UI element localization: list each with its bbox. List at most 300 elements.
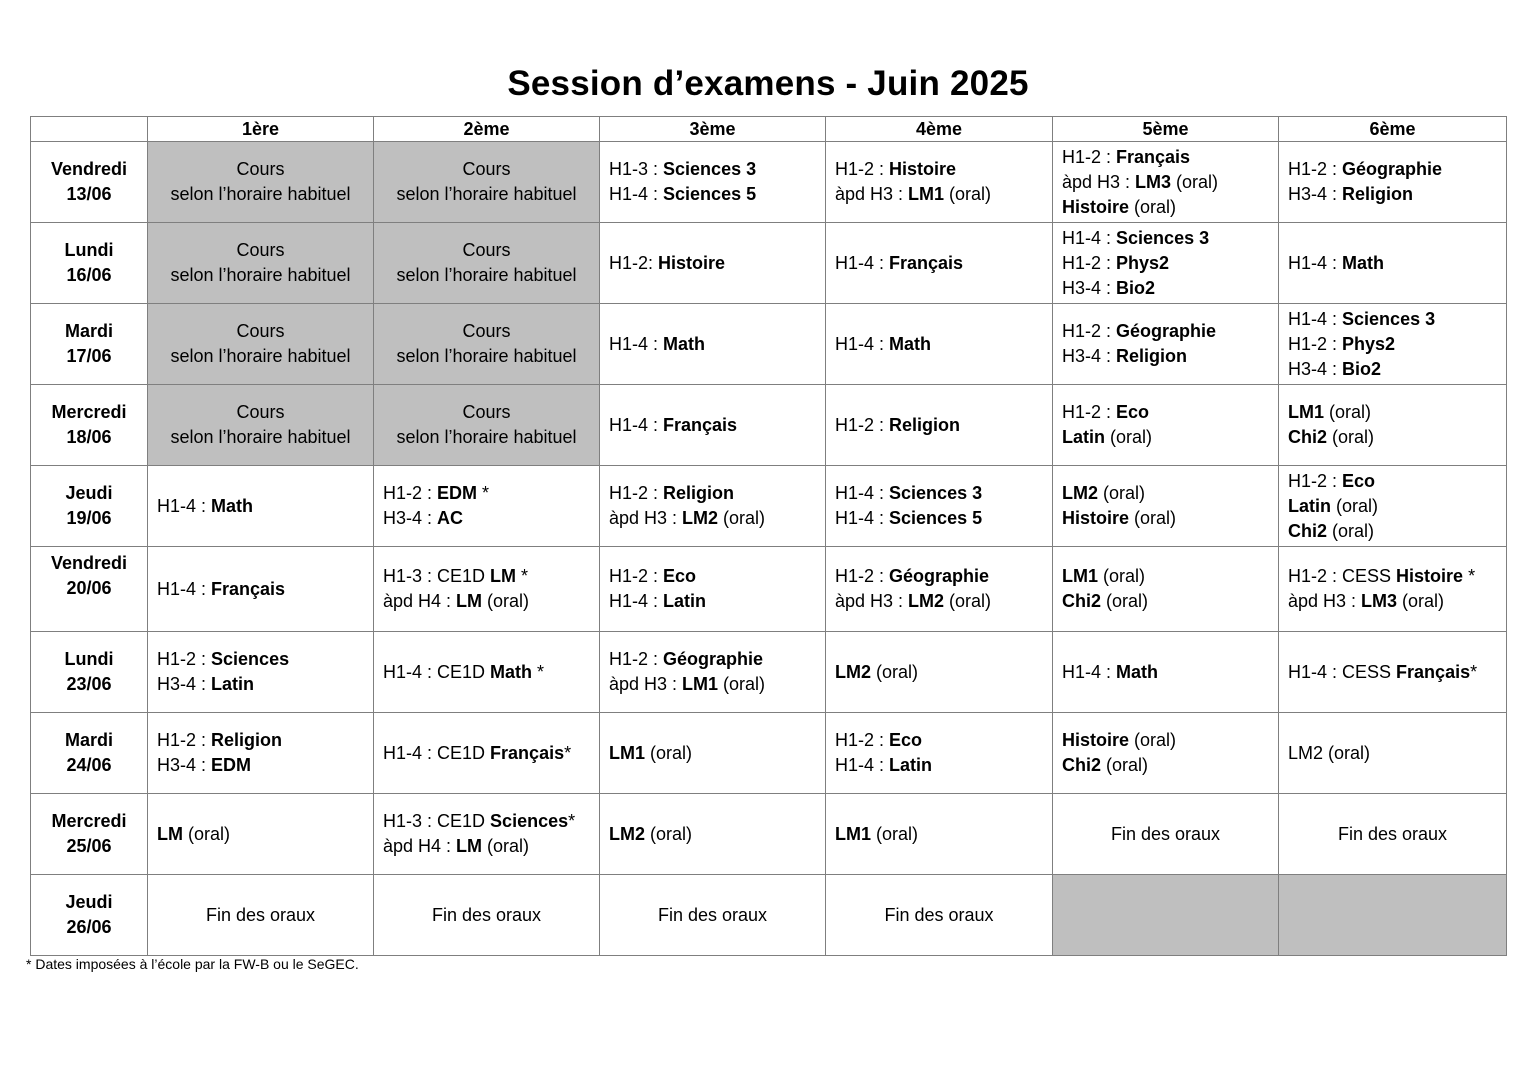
cell-line: [383, 741, 590, 766]
cell-line: [383, 238, 590, 263]
cell-line: [383, 344, 590, 369]
schedule-cell: [148, 466, 374, 547]
schedule-cell: [148, 304, 374, 385]
cell-line: [383, 564, 590, 589]
subject-text: Phys2: [1342, 333, 1396, 354]
subject-text: Histoire: [889, 159, 957, 179]
cell-line: [1288, 660, 1497, 685]
table-row: [31, 547, 1507, 632]
cell-text: H3-4 :: [1288, 184, 1343, 204]
cell-line: [609, 741, 816, 766]
subject-text: Latin: [889, 755, 933, 775]
subject-text: LM2: [609, 823, 645, 844]
cell-line: [157, 157, 364, 182]
subject-text: Géographie: [663, 649, 764, 669]
subject-text: LM3: [1135, 171, 1172, 192]
subject-text: Math: [1116, 661, 1159, 682]
cell-line: [157, 319, 364, 344]
cell-line: [835, 753, 1043, 778]
subject-text: Eco: [1342, 470, 1376, 491]
cell-text: H1-2 : CESS: [1288, 566, 1397, 586]
column-header: 6ème: [1279, 117, 1507, 142]
cell-line: [835, 564, 1043, 589]
cell-text: Cours: [236, 240, 285, 260]
schedule-cell: [826, 466, 1053, 547]
schedule-cell: [1279, 794, 1507, 875]
subject-text: Sciences 5: [663, 184, 757, 204]
cell-line: [1288, 741, 1497, 766]
cell-line: [383, 400, 590, 425]
cell-text: H1-4 :: [609, 184, 664, 204]
cell-text: H1-2 :: [1062, 252, 1117, 273]
cell-text: H3-4 :: [383, 508, 438, 528]
schedule-cell: [148, 875, 374, 956]
schedule-cell: [600, 713, 826, 794]
subject-text: LM: [456, 591, 483, 611]
subject-text: Chi2: [1288, 427, 1328, 447]
weekday-label: Jeudi: [65, 483, 113, 503]
subject-text: LM3: [1361, 591, 1398, 611]
cell-text: H1-4 :: [835, 755, 890, 775]
subject-text: Eco: [1116, 402, 1150, 422]
cell-text: selon l’horaire habituel: [170, 427, 351, 447]
table-row: [31, 632, 1507, 713]
cell-text: *: [568, 811, 576, 831]
cell-line: [1288, 425, 1497, 450]
schedule-cell: [826, 304, 1053, 385]
cell-line: [383, 481, 590, 506]
subject-text: Latin: [211, 674, 255, 694]
table-row: [31, 223, 1507, 304]
subject-text: Bio2: [1342, 358, 1382, 379]
cell-text: selon l’horaire habituel: [396, 346, 577, 366]
table-body: [31, 142, 1507, 956]
cell-text: àpd H3 :: [1288, 591, 1362, 611]
subject-text: Histoire: [1062, 508, 1130, 528]
cell-line: [835, 506, 1043, 531]
schedule-cell: [148, 794, 374, 875]
subject-text: Géographie: [1342, 159, 1443, 179]
date-label: 16/06: [66, 265, 112, 285]
schedule-cell: [1279, 304, 1507, 385]
schedule-cell: [1053, 304, 1279, 385]
cell-text: Cours: [236, 159, 285, 179]
weekday-label: Mardi: [64, 730, 113, 750]
date-label: 13/06: [66, 184, 112, 204]
cell-line: [609, 903, 816, 928]
cell-line: [609, 672, 816, 697]
column-header: 5ème: [1053, 117, 1279, 142]
schedule-cell: [1279, 223, 1507, 304]
cell-text: H1-4 :: [1062, 227, 1117, 248]
schedule-cell: [148, 223, 374, 304]
cell-line: [1288, 564, 1497, 589]
day-cell: [31, 547, 148, 632]
schedule-cell: [1053, 547, 1279, 632]
cell-line: [609, 564, 816, 589]
schedule-cell: [826, 385, 1053, 466]
cell-line: [157, 182, 364, 207]
exam-schedule-table: [30, 116, 1507, 956]
schedule-cell: [600, 304, 826, 385]
date-label: 20/06: [66, 578, 112, 598]
cell-line: [383, 263, 590, 288]
date-label: 17/06: [66, 346, 112, 366]
cell-text: àpd H3 :: [1062, 171, 1136, 192]
cell-line: [1062, 400, 1269, 425]
cell-text: (oral): [645, 742, 693, 763]
schedule-cell: [1279, 142, 1507, 223]
subject-text: LM1: [1288, 402, 1324, 422]
cell-text: selon l’horaire habituel: [396, 427, 577, 447]
cell-text: (oral): [1327, 520, 1375, 541]
date-label: 24/06: [66, 755, 112, 775]
cell-line: [835, 481, 1043, 506]
subject-text: Sciences: [490, 811, 569, 831]
cell-text: H1-2 :: [1062, 402, 1117, 422]
table-row: [31, 713, 1507, 794]
schedule-cell: [600, 794, 826, 875]
cell-line: [1062, 822, 1269, 847]
date-label: 23/06: [66, 674, 112, 694]
subject-text: Chi2: [1288, 520, 1328, 541]
cell-text: H1-4 : CESS: [1288, 661, 1397, 682]
schedule-cell: [1279, 466, 1507, 547]
cell-line: [1288, 519, 1497, 544]
schedule-cell: [148, 547, 374, 632]
day-cell: [31, 466, 148, 547]
schedule-cell: [1053, 875, 1279, 956]
cell-text: (oral): [1098, 483, 1146, 503]
subject-text: Religion: [663, 483, 735, 503]
schedule-cell: [826, 794, 1053, 875]
cell-line: [1062, 425, 1269, 450]
subject-text: AC: [437, 508, 464, 528]
subject-text: LM: [456, 836, 483, 856]
cell-text: H1-4 :: [157, 495, 212, 516]
column-header: 4ème: [826, 117, 1053, 142]
cell-text: (oral): [1101, 755, 1149, 775]
day-cell: [31, 142, 148, 223]
schedule-cell: [600, 547, 826, 632]
cell-text: H1-2 :: [1062, 321, 1117, 341]
cell-line: [1062, 344, 1269, 369]
cell-line: [835, 182, 1043, 207]
cell-line: [1062, 564, 1269, 589]
cell-line: [157, 672, 364, 697]
cell-line: [383, 903, 590, 928]
cell-text: LM2 (oral): [1288, 742, 1371, 763]
table-row: [31, 875, 1507, 956]
schedule-cell: [826, 223, 1053, 304]
page-title: Session d’examens - Juin 2025: [507, 64, 1029, 103]
schedule-cell: [600, 466, 826, 547]
subject-text: Sciences 3: [889, 483, 983, 503]
cell-text: H1-3 :: [609, 159, 664, 179]
cell-line: [383, 319, 590, 344]
subject-text: LM2: [682, 508, 719, 528]
cell-text: *: [1463, 566, 1476, 586]
cell-line: [1288, 400, 1497, 425]
cell-text: selon l’horaire habituel: [396, 184, 577, 204]
date-label: 25/06: [66, 836, 112, 856]
cell-text: Cours: [462, 159, 511, 179]
subject-text: Latin: [663, 591, 707, 611]
cell-text: (oral): [482, 836, 530, 856]
cell-line: [1288, 182, 1497, 207]
subject-text: LM1: [609, 742, 645, 763]
cell-line: [157, 425, 364, 450]
weekday-label: Lundi: [64, 240, 114, 260]
subject-text: Phys2: [1116, 252, 1170, 273]
cell-line: [1062, 276, 1269, 301]
cell-text: H1-4 :: [835, 508, 890, 528]
schedule-cell: [1279, 547, 1507, 632]
cell-text: *: [564, 742, 572, 763]
cell-line: [1288, 589, 1497, 614]
weekday-label: Mercredi: [51, 811, 127, 831]
cell-text: (oral): [1101, 591, 1149, 611]
cell-text: (oral): [718, 674, 766, 694]
cell-line: [157, 728, 364, 753]
cell-text: H1-2 :: [609, 566, 664, 586]
schedule-cell: [600, 875, 826, 956]
cell-line: [835, 251, 1043, 276]
column-header: 1ère: [148, 117, 374, 142]
table-row: [31, 142, 1507, 223]
cell-text: H3-4 :: [1062, 346, 1117, 366]
cell-text: H1-2 :: [835, 159, 890, 179]
cell-text: (oral): [482, 591, 530, 611]
cell-text: H1-4 :: [835, 333, 890, 354]
subject-text: Histoire: [1062, 730, 1130, 750]
cell-line: [1062, 170, 1269, 195]
cell-text: H1-2 :: [1288, 333, 1343, 354]
schedule-cell: [1279, 632, 1507, 713]
day-cell: [31, 304, 148, 385]
subject-text: Histoire: [1062, 196, 1130, 217]
schedule-cell: [826, 547, 1053, 632]
cell-text: Cours: [462, 321, 511, 341]
cell-text: H3-4 :: [1062, 277, 1117, 298]
cell-line: [383, 425, 590, 450]
subject-text: LM: [157, 823, 183, 844]
subject-text: LM2: [908, 591, 945, 611]
cell-text: H1-4 :: [1288, 252, 1343, 273]
subject-text: Histoire: [658, 252, 726, 273]
cell-text: H3-4 :: [157, 755, 212, 775]
cell-line: [1062, 319, 1269, 344]
cell-text: selon l’horaire habituel: [170, 265, 351, 285]
cell-text: selon l’horaire habituel: [396, 265, 577, 285]
cell-line: [1288, 157, 1497, 182]
cell-text: *: [516, 566, 529, 586]
cell-line: [609, 589, 816, 614]
schedule-cell: [374, 547, 600, 632]
schedule-cell: [374, 794, 600, 875]
cell-text: Fin des oraux: [431, 904, 542, 925]
cell-line: [835, 413, 1043, 438]
cell-text: selon l’horaire habituel: [170, 346, 351, 366]
cell-line: [1288, 822, 1497, 847]
cell-text: (oral): [871, 661, 919, 682]
date-label: 26/06: [66, 917, 112, 937]
subject-text: Histoire: [1396, 566, 1464, 586]
cell-text: H1-4 :: [609, 414, 664, 435]
cell-line: [609, 822, 816, 847]
subject-text: LM1: [908, 184, 945, 204]
cell-line: [157, 647, 364, 672]
cell-text: H1-2 :: [835, 730, 890, 750]
subject-text: Chi2: [1062, 755, 1102, 775]
cell-text: (oral): [1327, 427, 1375, 447]
weekday-label: Mercredi: [51, 402, 127, 422]
schedule-cell: [1279, 385, 1507, 466]
date-label: 18/06: [66, 427, 112, 447]
cell-text: H1-2:: [609, 252, 659, 273]
table-row: [31, 385, 1507, 466]
subject-text: Sciences: [211, 649, 290, 669]
schedule-cell: [148, 385, 374, 466]
cell-line: [383, 182, 590, 207]
subject-text: Sciences 3: [663, 159, 757, 179]
day-cell: [31, 632, 148, 713]
cell-text: (oral): [1331, 495, 1379, 516]
cell-text: (oral): [1324, 402, 1372, 422]
subject-text: Français: [1116, 146, 1191, 167]
cell-line: [1288, 251, 1497, 276]
cell-text: Fin des oraux: [205, 904, 316, 925]
cell-line: [609, 251, 816, 276]
cell-text: H1-4 :: [835, 252, 890, 273]
cell-line: [609, 506, 816, 531]
cell-text: (oral): [944, 184, 992, 204]
column-header: 2ème: [374, 117, 600, 142]
cell-line: [157, 263, 364, 288]
cell-text: H1-4 :: [1062, 661, 1117, 682]
subject-text: Sciences 3: [1116, 227, 1210, 248]
cell-line: [383, 506, 590, 531]
schedule-cell: [600, 223, 826, 304]
weekday-label: Vendredi: [50, 159, 128, 179]
cell-line: [1062, 728, 1269, 753]
cell-line: [1062, 145, 1269, 170]
schedule-cell: [148, 713, 374, 794]
subject-text: LM1: [682, 674, 719, 694]
cell-line: [157, 903, 364, 928]
schedule-cell: [374, 304, 600, 385]
schedule-cell: [374, 875, 600, 956]
subject-text: EDM: [437, 483, 478, 503]
cell-line: [1062, 251, 1269, 276]
cell-line: [1288, 307, 1497, 332]
cell-text: H1-4 :: [1288, 308, 1343, 329]
day-cell: [31, 223, 148, 304]
cell-text: H1-2 :: [835, 566, 890, 586]
cell-line: [609, 182, 816, 207]
schedule-cell: [1053, 385, 1279, 466]
cell-text: H1-2 :: [1288, 470, 1343, 491]
cell-line: [383, 660, 590, 685]
cell-text: (oral): [1105, 427, 1153, 447]
cell-text: àpd H3 :: [609, 674, 683, 694]
subject-text: Français: [1396, 661, 1471, 682]
cell-text: Fin des oraux: [884, 904, 994, 925]
subject-text: LM2: [835, 661, 871, 682]
subject-text: Math: [211, 495, 254, 516]
footnote: * Dates imposées à l’école par la FW-B ou le SeGEC.: [26, 956, 359, 972]
cell-text: (oral): [944, 591, 992, 611]
schedule-cell: [826, 632, 1053, 713]
cell-text: H1-2 :: [609, 483, 664, 503]
subject-text: Eco: [663, 566, 697, 586]
cell-text: àpd H4 :: [383, 836, 457, 856]
day-cell: [31, 794, 148, 875]
cell-text: H1-4 : CE1D: [383, 661, 491, 682]
cell-line: [609, 481, 816, 506]
cell-line: [609, 647, 816, 672]
day-cell: [31, 713, 148, 794]
subject-text: Bio2: [1116, 277, 1156, 298]
cell-text: H1-2 :: [835, 414, 890, 435]
cell-line: [1288, 357, 1497, 382]
subject-text: Religion: [1342, 184, 1414, 204]
schedule-cell: [1053, 632, 1279, 713]
cell-line: [835, 589, 1043, 614]
cell-line: [609, 413, 816, 438]
cell-text: Fin des oraux: [1337, 823, 1448, 844]
schedule-cell: [374, 385, 600, 466]
cell-text: H1-2 :: [609, 649, 664, 669]
schedule-cell: [374, 466, 600, 547]
weekday-label: Jeudi: [65, 892, 113, 912]
cell-line: [1062, 589, 1269, 614]
cell-line: [383, 834, 590, 859]
header-row: [31, 117, 1507, 142]
cell-line: [157, 344, 364, 369]
cell-line: [835, 728, 1043, 753]
schedule-cell: [826, 875, 1053, 956]
subject-text: Français: [663, 414, 738, 435]
weekday-label: Mardi: [64, 321, 113, 341]
cell-text: (oral): [1129, 730, 1177, 750]
table-row: [31, 794, 1507, 875]
cell-text: H1-4 :: [157, 578, 212, 599]
table-row: [31, 304, 1507, 385]
cell-text: (oral): [1129, 196, 1177, 217]
cell-text: H1-2 :: [157, 730, 212, 750]
subject-text: Sciences 3: [1342, 308, 1436, 329]
schedule-cell: [600, 632, 826, 713]
subject-text: Math: [663, 333, 706, 354]
cell-text: H1-2 :: [157, 649, 212, 669]
schedule-cell: [374, 223, 600, 304]
cell-line: [835, 822, 1043, 847]
cell-line: [609, 332, 816, 357]
day-cell: [31, 875, 148, 956]
cell-text: H1-2 :: [1288, 159, 1343, 179]
cell-line: [157, 400, 364, 425]
cell-text: H3-4 :: [157, 674, 212, 694]
cell-line: [1062, 753, 1269, 778]
subject-text: EDM: [211, 755, 252, 775]
cell-text: Cours: [462, 402, 511, 422]
subject-text: Math: [490, 661, 533, 682]
cell-line: [1062, 481, 1269, 506]
cell-line: [383, 589, 590, 614]
date-label: 19/06: [66, 508, 112, 528]
schedule-cell: [1053, 142, 1279, 223]
